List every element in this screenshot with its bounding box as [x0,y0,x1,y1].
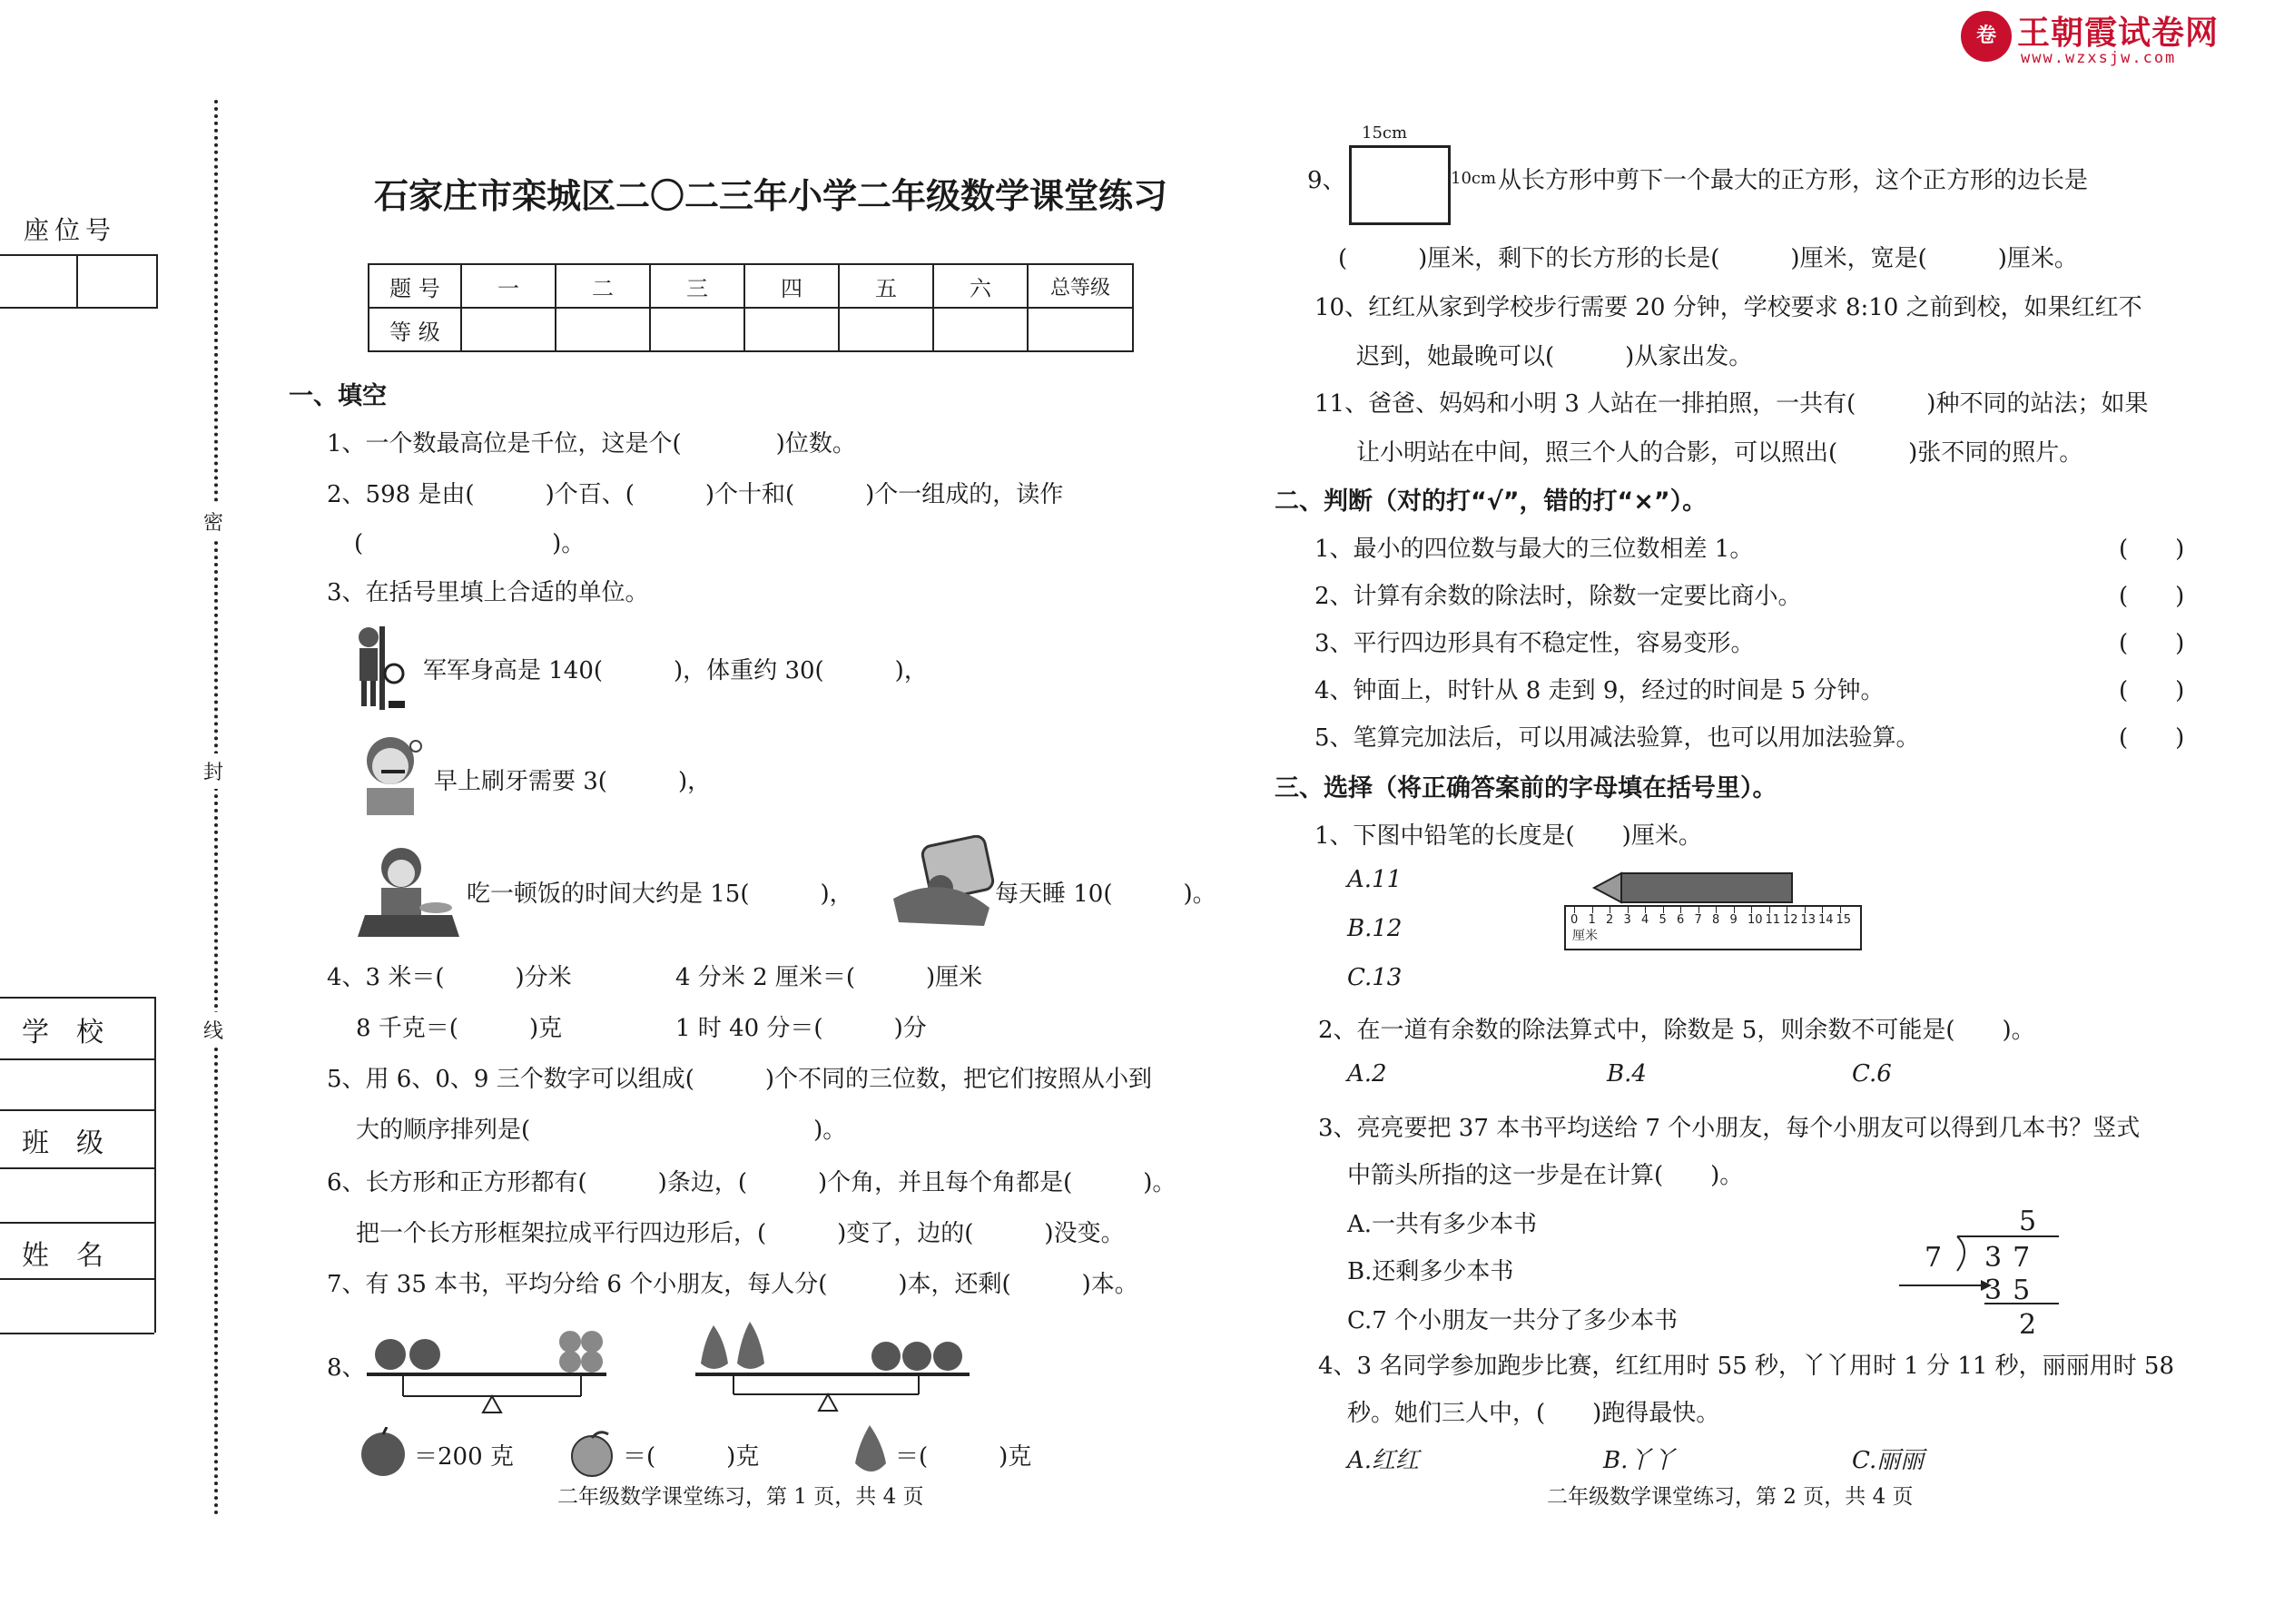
score-cell[interactable] [933,308,1028,351]
q10-text-2: 迟到，她最晚可以( )从家出发。 [1356,343,1753,370]
balance-pears-apples-icon [692,1313,975,1416]
ruler-tick-mark [1645,906,1646,913]
division-product: 35 [1984,1275,2042,1306]
ruler-tick-label: 7 [1694,913,1702,927]
ruler-tick-mark [1628,906,1629,913]
class-label: 班级 [22,1127,131,1159]
q8-apple-weight: ＝200 克 [414,1443,514,1471]
division-dividend: 37 [1984,1242,2042,1274]
section1-heading: 一、填空 [289,382,387,410]
score-cell[interactable] [839,308,933,351]
q3-text: 3、在括号里填上合适的单位。 [327,579,649,606]
brand-seal-icon: 卷 [1961,11,2012,62]
judge-answer-paren[interactable]: ( ) [2119,536,2185,563]
section2-heading: 二、判断（对的打“√”，错的打“×”）。 [1275,487,1708,516]
school-field[interactable] [0,1109,154,1111]
q9-text-2: ( )厘米，剩下的长方形的长是( )厘米，宽是( )厘米。 [1338,245,2078,272]
choice2-option[interactable]: C.6 [1852,1060,1892,1088]
score-cell[interactable] [1028,308,1133,351]
page1-footer: 二年级数学课堂练习，第 1 页，共 4 页 [557,1485,924,1509]
score-header: 二 [556,264,650,308]
q5-text: 5、用 6、0、9 三个数字可以组成( )个不同的三位数，把它们按照从小到 [327,1066,1152,1093]
q4-part3: 8 千克＝( )克 [356,1015,563,1042]
q7-text: 7、有 35 本书，平均分给 6 个小朋友，每人分( )本，还剩( )本。 [327,1271,1138,1298]
score-row1-label: 题 号 [369,264,461,308]
choice3-text: 3、亮亮要把 37 本书平均送给 7 个小朋友，每个小朋友可以得到几本书？竖式 [1318,1115,2141,1142]
judge-item: 1、最小的四位数与最大的三位数相差 1。 [1314,536,1754,563]
balance-apples-peaches-icon [363,1322,610,1416]
score-cell[interactable] [744,308,839,351]
q9-text: 从长方形中剪下一个最大的正方形，这个正方形的边长是 [1498,167,2089,194]
score-header: 一 [461,264,556,308]
q11-text-2: 让小明站在中间，照三个人的合影，可以照出( )张不同的照片。 [1356,439,2083,467]
choice1-option[interactable]: C.13 [1347,964,1403,991]
q3a-text: 军军身高是 140( )，体重约 30( )， [423,657,928,684]
q8-peach-weight: ＝( )克 [623,1443,760,1471]
q9-rectangle [1349,145,1451,225]
q4-part4: 1 时 40 分＝( )分 [675,1015,927,1042]
page2-footer: 二年级数学课堂练习，第 2 页，共 4 页 [1547,1485,1914,1509]
q3c-text: 吃一顿饭的时间大约是 15( )， [467,881,853,908]
judge-item: 3、平行四边形具有不稳定性，容易变形。 [1314,630,1755,657]
choice1-text: 1、下图中铅笔的长度是( )厘米。 [1314,822,1702,850]
q5-text-2: 大的顺序排列是( )。 [356,1117,847,1144]
brand-url: www.wzxsjw.com [2021,49,2177,67]
score-cell[interactable] [461,308,556,351]
score-table [368,263,1134,352]
ruler-tick-label: 11 [1765,913,1781,927]
seat-number-box[interactable] [0,254,158,309]
ruler-tick-label: 0 [1570,913,1579,927]
choice2-option[interactable]: B.4 [1607,1060,1647,1088]
ruler-tick-label: 9 [1729,913,1738,927]
q4-part2: 4 分米 2 厘米＝( )厘米 [675,964,983,991]
ruler-tick-label: 15 [1836,913,1852,927]
judge-item: 5、笔算完加法后，可以用减法验算，也可以用加法验算。 [1314,724,1920,752]
choice3-option[interactable]: A.一共有多少本书 [1347,1211,1538,1238]
score-header: 三 [650,264,744,308]
choice2-text: 2、在一道有余数的除法算式中，除数是 5，则余数不可能是( )。 [1318,1017,2035,1044]
apple-icon [356,1427,410,1478]
child-eating-icon [354,844,463,939]
ruler-tick-label: 12 [1783,913,1798,927]
ruler-ticks [1567,906,1857,950]
ruler-tick-mark [1769,906,1770,913]
q4-part1: 4、3 米＝( )分米 [327,964,572,991]
ruler-tick-mark [1751,906,1752,913]
class-field[interactable] [0,1222,154,1224]
ruler-tick-label: 8 [1712,913,1720,927]
brand-logo [1961,7,2269,73]
ruler-tick-mark [1840,906,1841,913]
pencil-icon [1621,873,1792,902]
ruler-tick-mark [1698,906,1699,913]
division-divisor: 7 [1925,1242,1943,1274]
score-header: 六 [933,264,1028,308]
child-brushing-teeth-icon [358,733,425,821]
school-label: 学校 [22,1017,131,1048]
seat-number-label: 座位号 [24,215,117,245]
division-remainder: 2 [2019,1309,2037,1341]
binding-dotted-line [214,100,218,1516]
pear-icon [848,1420,893,1481]
brand-name: 王朝霞试卷网 [2017,15,2220,52]
q2-text-2: ( )。 [354,530,586,557]
judge-answer-paren[interactable]: ( ) [2119,630,2185,657]
judge-answer-paren[interactable]: ( ) [2119,583,2185,610]
q9-number: 9、 [1307,167,1346,194]
q10-text: 10、红红从家到学校步行需要 20 分钟，学校要求 8:10 之前到校，如果红红不 [1314,294,2142,321]
ruler-tick-mark [1822,906,1823,913]
choice4-option[interactable]: C.丽丽 [1852,1447,1925,1474]
seal-char-xian: 线 [203,1012,223,1048]
ruler-tick-mark [1592,906,1593,913]
choice3-text-2: 中箭头所指的这一步是在计算( )。 [1347,1162,1744,1189]
ruler-tick-label: 1 [1588,913,1596,927]
q8-pear-weight: ＝( )克 [895,1443,1032,1471]
choice1-option[interactable]: B.12 [1347,915,1403,942]
ruler-tick-mark [1574,906,1575,913]
child-sleeping-icon [890,835,997,928]
division-quotient: 5 [2019,1206,2037,1237]
peach-icon [566,1429,619,1480]
choice4-option[interactable]: A.红红 [1347,1447,1420,1474]
ruler-tick-label: 5 [1659,913,1667,927]
q9-height-label: 10cm [1451,169,1497,188]
choice1-option[interactable]: A.11 [1347,866,1403,893]
choice2-option[interactable]: A.2 [1347,1060,1387,1088]
q1-text: 1、一个数最高位是千位，这是个( )位数。 [327,430,856,458]
choice4-text: 4、3 名同学参加跑步比赛，红红用时 55 秒，丫丫用时 1 分 11 秒，丽丽用时 58 [1318,1353,2174,1380]
q3b-text: 早上刷牙需要 3( )， [434,768,712,795]
name-label: 姓名 [22,1240,131,1272]
judge-answer-paren[interactable]: ( ) [2119,677,2185,704]
score-row2-label: 等 级 [369,308,461,351]
exam-title: 石家庄市栾城区二〇二三年小学二年级数学课堂练习 [374,176,1168,216]
ruler-tick-label: 14 [1818,913,1834,927]
ruler-tick-label: 13 [1800,913,1816,927]
judge-answer-paren[interactable]: ( ) [2119,724,2185,752]
q6-text: 6、长方形和正方形都有( )条边，( )个角，并且每个角都是( )。 [327,1169,1177,1196]
ruler-tick-mark [1734,906,1735,913]
ruler-unit-label: 厘米 [1572,929,1598,943]
ruler-tick-label: 2 [1606,913,1614,927]
choice4-option[interactable]: B.丫丫 [1603,1447,1676,1474]
seal-char-feng: 封 [203,753,223,789]
q6-text-2: 把一个长方形框架拉成平行四边形后，( )变了，边的( )没变。 [356,1220,1125,1247]
ruler-tick-label: 3 [1623,913,1631,927]
ruler-tick-label: 6 [1677,913,1685,927]
name-field[interactable] [0,1333,154,1334]
q9-width-label: 15cm [1362,123,1408,143]
ruler-tick-label: 4 [1641,913,1649,927]
judge-item: 2、计算有余数的除法时，除数一定要比商小。 [1314,583,1802,610]
q3d-text: 每天睡 10( )。 [995,881,1216,908]
ruler-tick-label: 10 [1748,913,1763,927]
q2-text: 2、598 是由( )个百、( )个十和( )个一组成的，读作 [327,481,1064,508]
ruler-tick-mark [1680,906,1681,913]
q11-text: 11、爸爸、妈妈和小明 3 人站在一排拍照，一共有( )种不同的站法；如果 [1314,390,2149,418]
score-header-total: 总等级 [1028,264,1133,308]
section3-heading: 三、选择（将正确答案前的字母填在括号里）。 [1275,774,1777,802]
seal-char-mi: 密 [203,504,223,539]
ruler-tick-mark [1663,906,1664,913]
score-cell[interactable] [556,308,650,351]
choice4-text-2: 秒。她们三人中，( )跑得最快。 [1347,1400,1720,1427]
judge-item: 4、钟面上，时针从 8 走到 9，经过的时间是 5 分钟。 [1314,677,1885,704]
ruler-tick-mark [1716,906,1717,913]
q8-number: 8、 [327,1354,366,1382]
ruler-tick-mark [1805,906,1806,913]
choice3-option[interactable]: B.还剩多少本书 [1347,1258,1514,1285]
choice3-option[interactable]: C.7 个小朋友一共分了多少本书 [1347,1307,1679,1334]
pencil-tip-icon [1594,873,1621,902]
score-header: 五 [839,264,933,308]
child-measuring-height-icon [352,623,407,714]
score-header: 四 [744,264,839,308]
score-cell[interactable] [650,308,744,351]
